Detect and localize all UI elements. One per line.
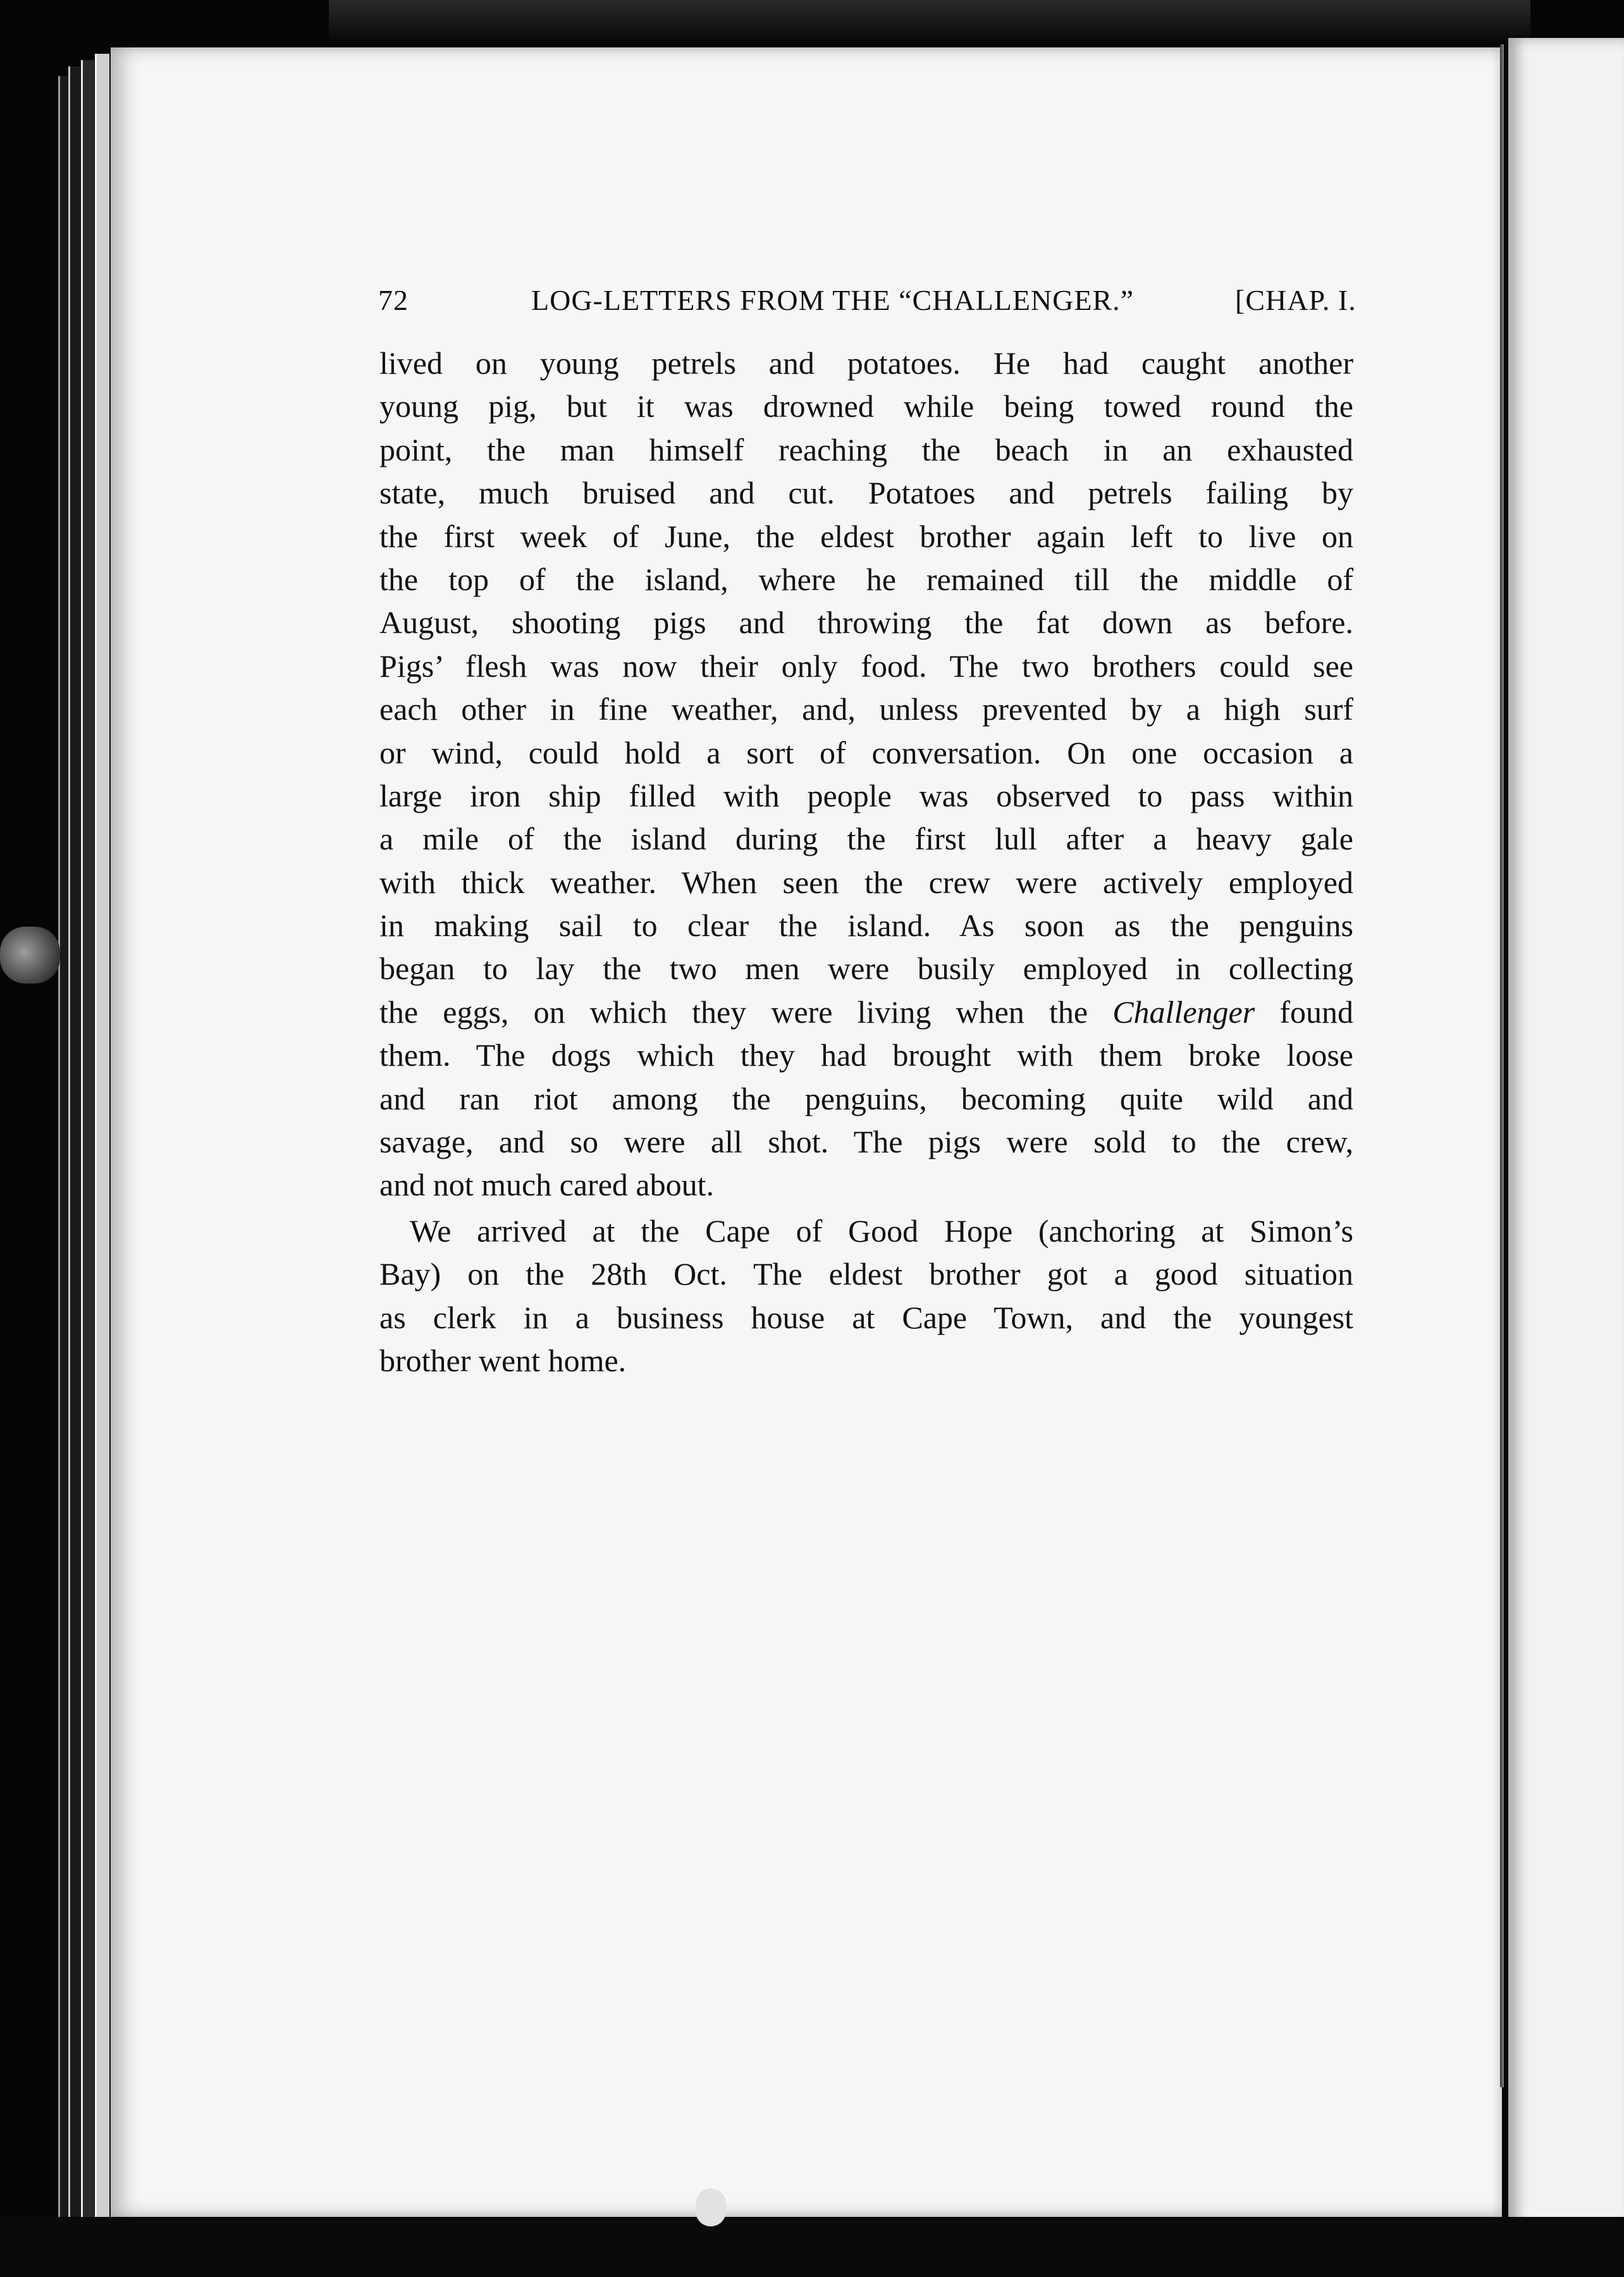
book-title: LOG-LETTERS FROM THE “CHALLENGER.” [531, 284, 1135, 316]
text-line: August, shooting pigs and throwing the fat down as before. [379, 605, 1353, 641]
running-head [378, 283, 1368, 321]
text-line-with-italic [379, 990, 1353, 1034]
text-line: with thick weather. When seen the crew were actively employed [379, 864, 1353, 900]
text-line: savage, and so were all shot. The pigs were sold to the crew, [379, 1124, 1353, 1160]
text-line: and not much cared about. [379, 1167, 714, 1203]
text-line: Bay) on the 28th Oct. The eldest brother got a good situation [379, 1256, 1353, 1292]
text-line: lived on young petrels and potatoes. He had caught another [379, 345, 1353, 381]
text-line: and ran riot among the penguins, becoming quite wild and [379, 1080, 1353, 1116]
text-line: each other in fine weather, and, unless prevented by a high surf [379, 691, 1353, 727]
text-line: in making sail to clear the island. As soon as the penguins [379, 908, 1353, 944]
text-line: large iron ship filled with people was observed to pass within [379, 777, 1353, 813]
page-edge [68, 66, 80, 2223]
text-line: began to lay the two men were busily employed in collecting [379, 951, 1353, 987]
book-bottom-shadow [0, 2217, 1624, 2277]
page-edge [95, 54, 109, 2233]
book-top-shadow [329, 0, 1530, 44]
text-segment: the eggs, on which they were living when the [379, 994, 1088, 1030]
page-body-text [379, 342, 1353, 1382]
page-gutter [1500, 44, 1504, 2087]
ship-name-italic: Challenger [1112, 994, 1255, 1030]
scanner-clip-mark [0, 927, 60, 984]
text-line: state, much bruised and cut. Potatoes and petrels failing by [379, 475, 1353, 511]
text-line: the first week of June, the eldest brother again left to live on [379, 518, 1353, 554]
chapter-marker: [CHAP. I. [1235, 284, 1356, 316]
page-edge [81, 60, 94, 2230]
text-line: or wind, could hold a sort of conversation. On one occasion a [379, 734, 1353, 770]
text-segment: found [1279, 994, 1354, 1030]
text-line: We arrived at the Cape of Good Hope (anchoring at Simon’s [410, 1213, 1353, 1249]
text-line: the top of the island, where he remained till the middle of [379, 561, 1353, 597]
text-line: point, the man himself reaching the beach in an exhausted [379, 431, 1353, 467]
paragraph-1 [379, 342, 1353, 1207]
facing-page-edge [1508, 38, 1624, 2230]
page-number: 72 [378, 284, 409, 316]
text-line: a mile of the island during the first lull after a heavy gale [379, 821, 1353, 857]
text-line: young pig, but it was drowned while being towed round the [379, 388, 1353, 424]
text-line: Pigs’ flesh was now their only food. The two brothers could see [379, 648, 1353, 684]
text-line: brother went home. [379, 1342, 627, 1378]
text-line: as clerk in a business house at Cape Town, and the youngest [379, 1299, 1353, 1335]
text-line: them. The dogs which they had brought with them broke loose [379, 1037, 1353, 1073]
paragraph-2 [379, 1209, 1353, 1383]
page-tab-mark [696, 2188, 726, 2226]
page-edge [58, 76, 69, 2220]
